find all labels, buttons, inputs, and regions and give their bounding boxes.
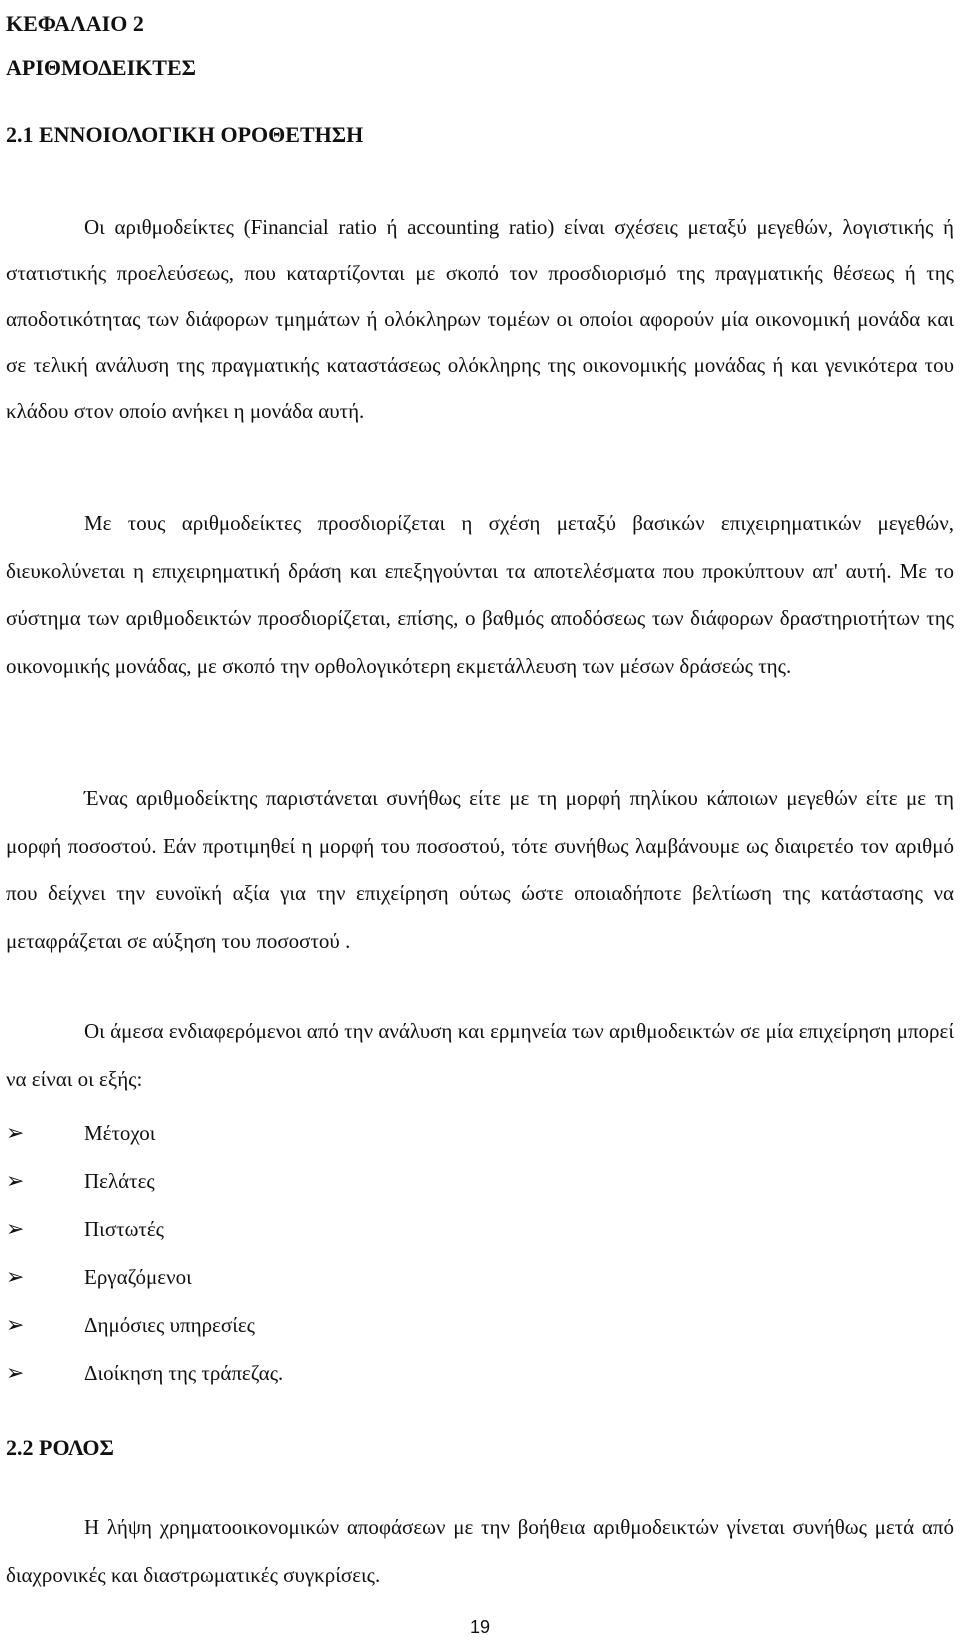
list-item <box>6 1301 283 1349</box>
list-item <box>6 1253 283 1301</box>
list-item-label: Πιστωτές <box>84 1217 164 1241</box>
list-item-label: Πελάτες <box>84 1169 155 1193</box>
list-item-label: Εργαζόμενοι <box>84 1265 192 1289</box>
arrow-bullet-icon: ➢ <box>6 1264 25 1289</box>
page-number: 19 <box>469 1617 491 1637</box>
chapter-label: ΚΕΦΑΛΑΙΟ 2 <box>6 11 144 36</box>
chapter-header <box>6 2 196 90</box>
paragraph-purpose: Με τους αριθμοδείκτες προσδιορίζεται η σχέση μεταξύ βασικών επιχειρηματικών μεγεθών, διευκολύνεται η επιχειρηματική δράση και επεξηγούνται τα αποτελέσματα που προκύπτουν απ' αυτή. Με το σύστημα των αριθμοδεικτών προσδιορίζεται, επίσης, ο βαθμός αποδόσεως των διάφορων δραστηριοτήτων της οικονομικής μονάδας, με σκοπό την ορθολογικότερη εκμετάλλευση των μέσων δράσεώς της. <box>6 511 954 678</box>
paragraph-role: Η λήψη χρηματοοικονομικών αποφάσεων με την βοήθεια αριθμοδεικτών γίνεται συνήθως μετά από διαχρονικές και διαστρωματικές συγκρίσεις. <box>6 1515 954 1587</box>
section-heading-2-1: 2.1 ΕΝΝΟΙΟΛΟΓΙΚΗ ΟΡΟΘΕΤΗΣΗ <box>6 122 364 147</box>
arrow-bullet-icon: ➢ <box>6 1360 25 1385</box>
paragraph-stakeholders: Οι άμεσα ενδιαφερόμενοι από την ανάλυση και ερμηνεία των αριθμοδεικτών σε μία επιχείρηση μπορεί να είναι οι εξής: <box>6 1019 954 1091</box>
list-item <box>6 1205 283 1253</box>
section-heading-2-2: 2.2 ΡΟΛΟΣ <box>6 1435 114 1460</box>
paragraph-form: Ένας αριθμοδείκτης παριστάνεται συνήθως είτε με τη μορφή πηλίκου κάποιων μεγεθών είτε με τη μορφή ποσοστού. Εάν προτιμηθεί η μορφή του ποσοστού, τότε συνήθως λαμβάνουμε ως διαιρετέο τον αριθμό που δείχνει την ευνοϊκή αξία για την επιχείρηση ούτως ώστε οποιαδήποτε βελτίωση της κατάστασης να μεταφράζεται σε αύξηση του ποσοστού . <box>6 786 954 953</box>
arrow-bullet-icon: ➢ <box>6 1312 25 1337</box>
stakeholder-list <box>6 1109 283 1397</box>
list-item-label: Διοίκηση της τράπεζας. <box>84 1361 284 1385</box>
paragraph-definition: Οι αριθμοδείκτες (Financial ratio ή accounting ratio) είναι σχέσεις μεταξύ μεγεθών, λογιστικής ή στατιστικής προελεύσεως, που καταρτίζονται με σκοπό τον προσδιορισμό της πραγματικής θέσεως ή της αποδοτικότητας των διάφορων τμημάτων ή ολόκληρων τομέων οι οποίοι αφορούν μία οικονομική μονάδα και σε τελική ανάλυση της πραγματικής καταστάσεως ολόκληρης της οικονομικής μονάδας ή και γενικότερα του κλάδου στον οποίο ανήκει η μονάδα αυτή. <box>6 215 954 423</box>
arrow-bullet-icon: ➢ <box>6 1168 25 1193</box>
list-item <box>6 1109 283 1157</box>
list-item-label: Δημόσιες υπηρεσίες <box>84 1313 255 1337</box>
list-item-label: Μέτοχοι <box>84 1121 156 1145</box>
list-item <box>6 1349 283 1397</box>
arrow-bullet-icon: ➢ <box>6 1120 25 1145</box>
arrow-bullet-icon: ➢ <box>6 1216 25 1241</box>
chapter-title: ΑΡΙΘΜΟΔΕΙΚΤΕΣ <box>6 55 196 80</box>
list-item <box>6 1157 283 1205</box>
